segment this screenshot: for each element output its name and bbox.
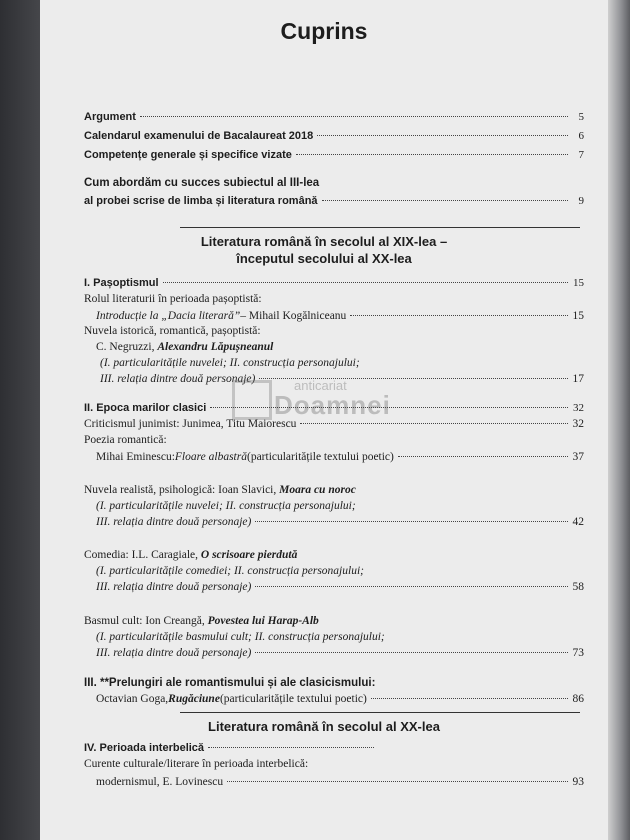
leader-dots	[259, 378, 568, 379]
toc-entry-calendar: Calendarul examenului de Bacalaureat 2018 6	[84, 130, 584, 142]
toc-entry-negruzzi: C. Negruzzi, Alexandru Lăpușneanul	[96, 341, 274, 353]
toc-sub-slavici-l1: (I. particularitățile nuvelei; II. construcția personajului;	[96, 500, 356, 512]
leader-dots	[140, 116, 568, 117]
leader-dots	[350, 315, 568, 316]
toc-entry-slavici: Nuvela realistă, psihologică: Ioan Slavici, Moara cu noroc	[84, 484, 356, 496]
toc-entry-argument: Argument 5	[84, 111, 584, 123]
toc-entry-creanga: Basmul cult: Ion Creangă, Povestea lui Harap-Alb	[84, 615, 319, 627]
leader-dots	[255, 521, 568, 522]
toc-chapter-prelungiri: III. **Prelungiri ale romantismului și ale clasicismului:	[84, 677, 376, 689]
leader-dots	[210, 407, 568, 408]
leader-dots	[398, 456, 568, 457]
toc-chapter-pasoptismul: I. Pașoptismul 15	[84, 277, 584, 289]
toc-sub-negruzzi-l1: (I. particularitățile nuvelei; II. construcția personajului;	[100, 357, 360, 369]
leader-dots	[163, 282, 568, 283]
leader-dots	[317, 135, 568, 136]
toc-sub-creanga-l1: (I. particularitățile basmului cult; II. construcția personajului;	[96, 631, 385, 643]
toc-text-curente: Curente culturale/literare în perioada interbelică:	[84, 758, 309, 770]
leader-dots	[255, 586, 568, 587]
toc-entry-caragiale: Comedia: I.L. Caragiale, O scrisoare pierdută	[84, 549, 298, 561]
leader-dots	[255, 652, 568, 653]
toc-chapter-clasici: II. Epoca marilor clasici 32	[84, 402, 584, 414]
toc-text-nuvela: Nuvela istorică, romantică, pașoptistă:	[84, 325, 261, 337]
section-heading-xix-l2: începutul secolului al XX-lea	[236, 251, 412, 266]
book-spine	[0, 0, 40, 840]
leader-dots	[371, 698, 568, 699]
toc-text-poezia: Poezia romantică:	[84, 434, 167, 446]
toc-entry-criticism: Criticismul junimist: Junimea, Titu Maiorescu 32	[84, 418, 584, 430]
leader-dots	[300, 423, 568, 424]
toc-sub-caragiale-l2: III. relația dintre două personaje) 58	[96, 581, 584, 593]
page-title: Cuprins	[280, 18, 368, 44]
toc-entry-abordare-line1: Cum abordăm cu succes subiectul al III-lea	[84, 177, 320, 189]
toc-sub-slavici-l2: III. relația dintre două personaje) 42	[96, 516, 584, 528]
toc-text-rol: Rolul literaturii în perioada pașoptistă:	[84, 293, 262, 305]
book-page	[40, 0, 608, 840]
page-edge	[608, 0, 630, 840]
toc-sub-creanga-l2: III. relația dintre două personaje) 73	[96, 647, 584, 659]
section-divider	[180, 712, 580, 713]
toc-entry-dacia-literara: Introducție la „Dacia literară” – Mihail Kogălniceanu 15	[96, 310, 584, 322]
section-heading-xix-l1: Literatura română în secolul al XIX-lea –	[200, 234, 448, 249]
watermark-logo: anticariat Doamnei	[232, 380, 432, 420]
toc-sub-negruzzi-l2: III. relația dintre două personaje) 17	[100, 373, 584, 385]
section-heading-xx: Literatura română în secolul al XX-lea	[208, 719, 440, 734]
leader-dots	[296, 154, 568, 155]
toc-sub-caragiale-l1: (I. particularitățile comediei; II. construcția personajului;	[96, 565, 364, 577]
toc-entry-abordare: al probei scrise de limba și literatura română 9	[84, 195, 584, 207]
toc-chapter-interbelica: IV. Perioada interbelică	[84, 741, 378, 755]
toc-entry-modernism: modernismul, E. Lovinescu 93	[96, 776, 584, 788]
leader-dots	[208, 747, 374, 748]
toc-entry-goga: Octavian Goga, Rugăciune (particularitățile textului poetic) 86	[96, 693, 584, 705]
leader-dots	[227, 781, 568, 782]
section-divider	[180, 227, 580, 228]
leader-dots	[322, 200, 568, 201]
toc-entry-eminescu: Mihai Eminescu: Floare albastră (particularitățile textului poetic) 37	[96, 451, 584, 463]
toc-entry-competente: Competențe generale și specifice vizate 7	[84, 149, 584, 161]
